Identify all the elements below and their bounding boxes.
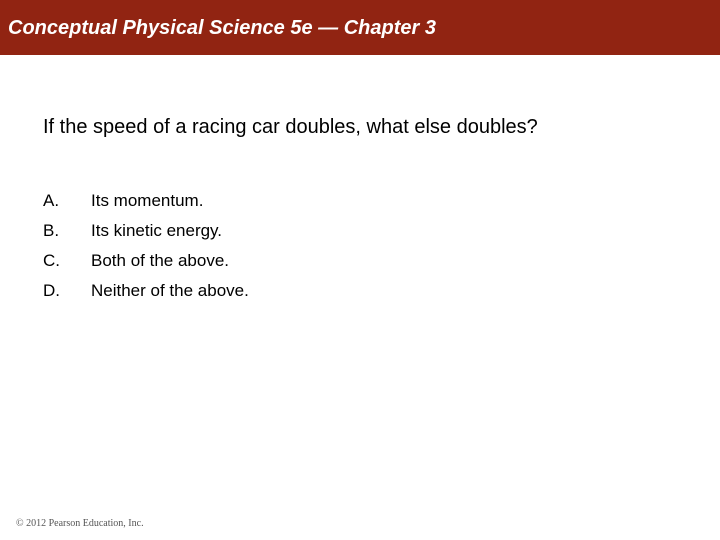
header-bar	[0, 0, 720, 55]
option-letter: A.	[43, 191, 60, 210]
option-text: Both of the above.	[91, 251, 229, 270]
option-text: Its momentum.	[91, 191, 204, 210]
option-text: Neither of the above.	[91, 281, 249, 300]
option-letter: B.	[43, 221, 60, 240]
option-letter: C.	[43, 251, 60, 270]
copyright-notice: © 2012 Pearson Education, Inc.	[16, 518, 144, 529]
option-letter: D.	[43, 281, 60, 300]
slide-header-title: Conceptual Physical Science 5e — Chapter 3	[8, 17, 436, 39]
question-text: If the speed of a racing car doubles, what else doubles?	[43, 116, 538, 138]
option-text: Its kinetic energy.	[91, 221, 223, 240]
